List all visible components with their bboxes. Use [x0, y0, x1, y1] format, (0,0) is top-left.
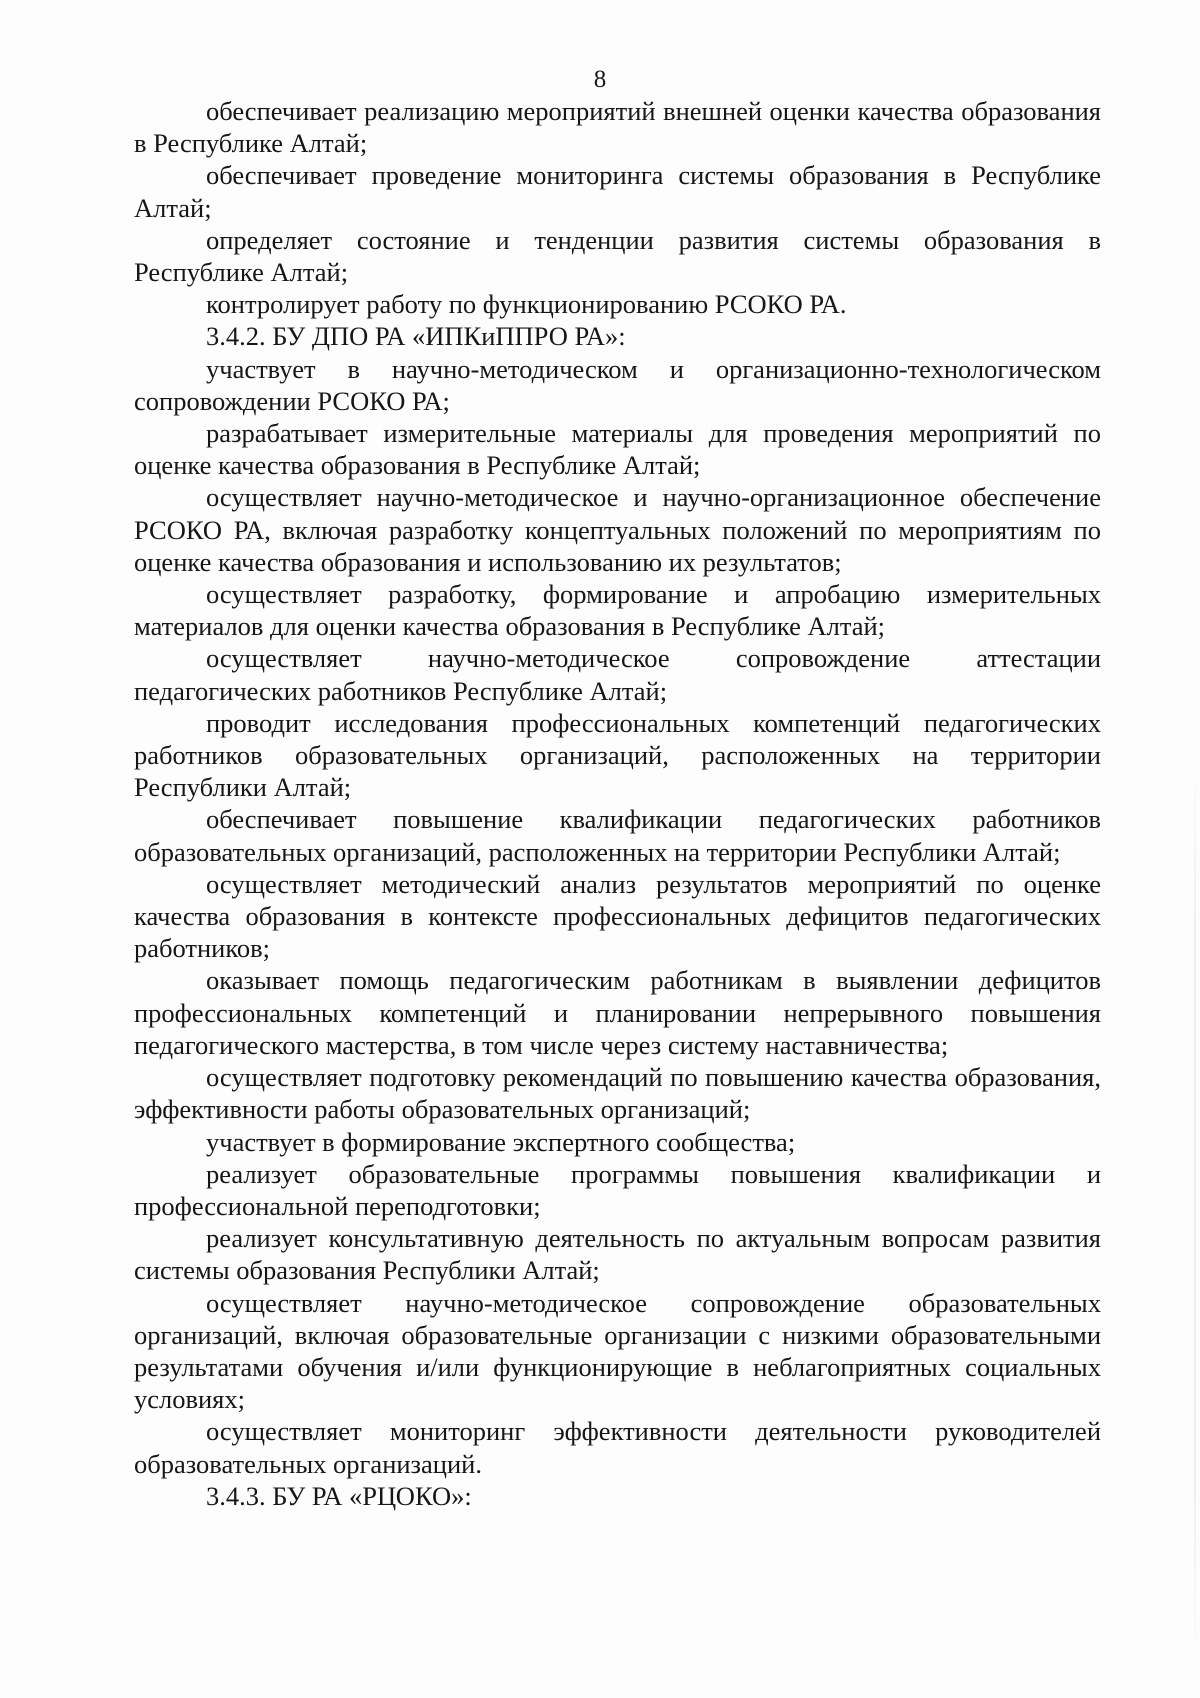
section-heading: 3.4.3. БУ РА «РЦОКО»: [206, 1480, 472, 1511]
paragraph: обеспечивает проведение мониторинга системы образования в Республике Алтай; [134, 160, 1101, 223]
paragraph: реализует консультативную деятельность по актуальным вопросам развития системы образования Республики Алтай; [134, 1223, 1101, 1286]
page-number: 8 [593, 66, 607, 93]
paragraph: осуществляет подготовку рекомендаций по повышению качества образования, эффективности работы образовательных организаций; [134, 1062, 1101, 1125]
paragraph: определяет состояние и тенденции развития системы образования в Республике Алтай; [134, 224, 1101, 288]
paragraph: осуществляет научно-методическое сопровождение образовательных организаций, включая образовательные организации с низкими образовательными результатами обучения и/или функционирующие в неблагоприятных социальных условиях; [134, 1287, 1101, 1415]
section-heading: 3.4.2. БУ ДПО РА «ИПКиППРО РА»: [206, 321, 626, 352]
paragraph: осуществляет научно-методическое и научно-организационное обеспечение РСОКО РА, включая разработку концептуальных положений по мероприятиям по оценке качества образования и использованию их результатов; [134, 482, 1101, 577]
document-body [134, 95, 1101, 1512]
paragraph: осуществляет разработку, формирование и апробацию измерительных материалов для оценки качества образования в Республике Алтай; [134, 579, 1101, 642]
paragraph: реализует образовательные программы повышения квалификации и профессиональной переподготовки; [134, 1158, 1101, 1221]
paragraph: осуществляет научно-методическое сопровождение аттестации педагогических работников Республике Алтай; [134, 643, 1101, 706]
paragraph: проводит исследования профессиональных компетенций педагогических работников образовательных организаций, расположенных на территории Республики Алтай; [134, 707, 1101, 803]
paragraph: оказывает помощь педагогическим работникам в выявлении дефицитов профессиональных компетенций и планировании непрерывного повышения педагогического мастерства, в том числе через систему наставничества; [134, 965, 1101, 1060]
paragraph: разрабатывает измерительные материалы для проведения мероприятий по оценке качества образования в Республике Алтай; [134, 418, 1101, 481]
paragraph: участвует в научно-методическом и организационно-технологическом сопровождении РСОКО РА; [134, 353, 1101, 416]
scan-edge-shadow [1194, 760, 1196, 1660]
paragraph: участвует в формирование экспертного сообщества; [206, 1126, 796, 1157]
paragraph: обеспечивает повышение квалификации педагогических работников образовательных организаций, расположенных на территории Республики Алтай; [134, 804, 1101, 867]
paragraph: осуществляет методический анализ результатов мероприятий по оценке качества образования в контексте профессиональных дефицитов педагогических работников; [134, 868, 1101, 964]
paragraph: осуществляет мониторинг эффективности деятельности руководителей образовательных организаций. [134, 1416, 1101, 1479]
paragraph: обеспечивает реализацию мероприятий внешней оценки качества образования в Республике Алтай; [134, 96, 1101, 159]
paragraph: контролирует работу по функционированию РСОКО РА. [206, 289, 847, 320]
